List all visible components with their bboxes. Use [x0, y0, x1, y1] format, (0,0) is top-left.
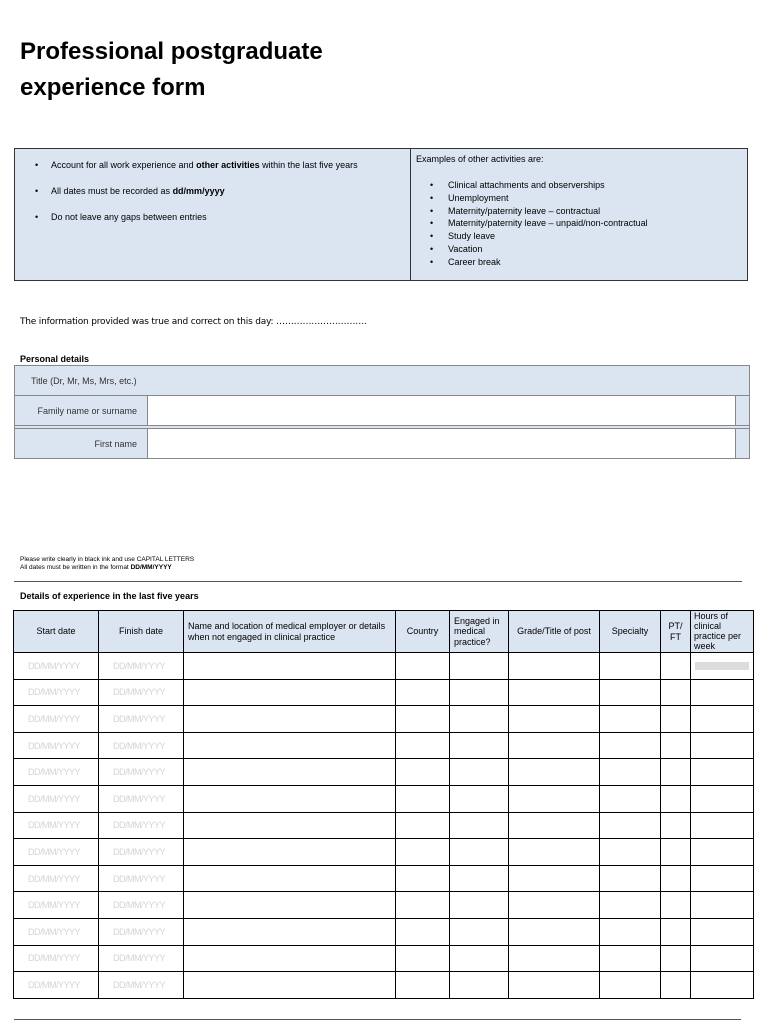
experience-rows [14, 653, 754, 999]
col-grade: Grade/Title of post [509, 611, 600, 653]
start-date-cell[interactable]: DD/MM/YYYY [14, 812, 99, 839]
hours-cell[interactable] [691, 865, 754, 892]
example-item: • Study leave [430, 230, 747, 243]
engaged-cell[interactable] [450, 732, 509, 759]
specialty-cell[interactable] [600, 945, 661, 972]
table-row [14, 892, 754, 919]
first-name-label: First name [15, 429, 148, 459]
finish-date-cell[interactable]: DD/MM/YYYY [99, 945, 184, 972]
grade-cell[interactable] [509, 972, 600, 999]
grade-cell[interactable] [509, 732, 600, 759]
specialty-cell[interactable] [600, 972, 661, 999]
ptft-cell[interactable] [661, 839, 691, 866]
hours-cell[interactable] [691, 785, 754, 812]
employer-cell[interactable] [184, 918, 396, 945]
instruction-item [35, 211, 410, 223]
start-date-cell[interactable]: DD/MM/YYYY [14, 918, 99, 945]
instruction-bold: other activities [196, 160, 260, 170]
finish-date-cell[interactable]: DD/MM/YYYY [99, 839, 184, 866]
specialty-cell[interactable] [600, 918, 661, 945]
start-date-cell[interactable]: DD/MM/YYYY [14, 972, 99, 999]
col-hours: Hours of clinical practice per week [691, 611, 754, 653]
specialty-cell[interactable] [600, 785, 661, 812]
employer-cell[interactable] [184, 732, 396, 759]
table-row [14, 918, 754, 945]
hours-cell[interactable] [691, 732, 754, 759]
instructions-panel [15, 149, 411, 280]
engaged-cell[interactable] [450, 865, 509, 892]
employer-cell[interactable] [184, 945, 396, 972]
specialty-cell[interactable] [600, 679, 661, 706]
first-name-input[interactable] [148, 429, 736, 459]
table-row [14, 839, 754, 866]
experience-heading: Details of experience in the last five years [20, 591, 199, 601]
table-row [14, 732, 754, 759]
grade-cell[interactable] [509, 892, 600, 919]
hours-cell[interactable] [691, 972, 754, 999]
page-title [20, 34, 420, 106]
finish-date-cell[interactable]: DD/MM/YYYY [99, 759, 184, 786]
note-bold: DD/MM/YYYY [130, 564, 172, 571]
grade-cell[interactable] [509, 945, 600, 972]
col-start-date: Start date [14, 611, 99, 653]
table-row [14, 759, 754, 786]
country-cell[interactable] [396, 839, 450, 866]
grade-cell[interactable] [509, 865, 600, 892]
ptft-cell[interactable] [661, 785, 691, 812]
personal-details-heading: Personal details [20, 354, 90, 364]
table-row [14, 679, 754, 706]
specialty-cell[interactable] [600, 865, 661, 892]
country-cell[interactable] [396, 892, 450, 919]
start-date-cell[interactable]: DD/MM/YYYY [14, 759, 99, 786]
instruction-text: Do not leave any gaps between entries [51, 212, 207, 222]
page-title-line2: experience form [20, 74, 206, 101]
hours-cell[interactable] [691, 839, 754, 866]
bottom-divider-line [14, 1019, 741, 1020]
ptft-cell[interactable] [661, 812, 691, 839]
engaged-cell[interactable] [450, 812, 509, 839]
engaged-cell[interactable] [450, 972, 509, 999]
employer-cell[interactable] [184, 653, 396, 680]
country-cell[interactable] [396, 732, 450, 759]
instructions-list [35, 159, 410, 223]
divider-line [14, 581, 742, 582]
specialty-cell[interactable] [600, 653, 661, 680]
start-date-cell[interactable]: DD/MM/YYYY [14, 945, 99, 972]
surname-label: Family name or surname [15, 396, 148, 426]
country-cell[interactable] [396, 865, 450, 892]
specialty-cell[interactable] [600, 892, 661, 919]
col-specialty: Specialty [600, 611, 661, 653]
employer-cell[interactable] [184, 892, 396, 919]
grade-cell[interactable] [509, 706, 600, 733]
employer-cell[interactable] [184, 972, 396, 999]
start-date-cell[interactable]: DD/MM/YYYY [14, 839, 99, 866]
table-row [14, 972, 754, 999]
start-date-cell[interactable]: DD/MM/YYYY [14, 732, 99, 759]
ptft-cell[interactable] [661, 732, 691, 759]
instruction-text: within the last five years [259, 160, 358, 170]
employer-cell[interactable] [184, 706, 396, 733]
examples-panel [411, 149, 747, 280]
hours-cell[interactable] [691, 653, 754, 680]
hours-input-field[interactable] [695, 662, 749, 670]
engaged-cell[interactable] [450, 679, 509, 706]
specialty-cell[interactable] [600, 706, 661, 733]
col-finish-date: Finish date [99, 611, 184, 653]
engaged-cell[interactable] [450, 653, 509, 680]
specialty-cell[interactable] [600, 759, 661, 786]
hours-cell[interactable] [691, 918, 754, 945]
grade-cell[interactable] [509, 653, 600, 680]
table-row [14, 945, 754, 972]
ptft-cell[interactable] [661, 759, 691, 786]
country-cell[interactable] [396, 945, 450, 972]
engaged-cell[interactable] [450, 759, 509, 786]
table-row [14, 706, 754, 733]
hours-cell[interactable] [691, 679, 754, 706]
hours-cell[interactable] [691, 759, 754, 786]
engaged-cell[interactable] [450, 785, 509, 812]
finish-date-cell[interactable]: DD/MM/YYYY [99, 732, 184, 759]
country-cell[interactable] [396, 679, 450, 706]
ptft-cell[interactable] [661, 972, 691, 999]
personal-details-table [14, 365, 750, 459]
specialty-cell[interactable] [600, 839, 661, 866]
engaged-cell[interactable] [450, 892, 509, 919]
country-cell[interactable] [396, 972, 450, 999]
grade-cell[interactable] [509, 812, 600, 839]
employer-cell[interactable] [184, 759, 396, 786]
example-item: • Vacation [430, 243, 747, 256]
surname-end-cell [736, 396, 750, 426]
instruction-item [35, 185, 410, 197]
first-name-end-cell [736, 429, 750, 459]
engaged-cell[interactable] [450, 945, 509, 972]
note-text: All dates must be written in the format [20, 564, 131, 571]
grade-cell[interactable] [509, 759, 600, 786]
examples-list [416, 179, 747, 269]
instruction-item [35, 159, 410, 171]
ptft-cell[interactable] [661, 865, 691, 892]
instruction-text: Account for all work experience and [51, 160, 197, 170]
col-engaged: Engaged in medical practice? [450, 611, 509, 653]
table-row [14, 812, 754, 839]
finish-date-cell[interactable]: DD/MM/YYYY [99, 812, 184, 839]
specialty-cell[interactable] [600, 812, 661, 839]
start-date-cell[interactable]: DD/MM/YYYY [14, 679, 99, 706]
declaration-text: The information provided was true and correct on this day: …………………………. [20, 317, 367, 327]
page-title-line1: Professional postgraduate [20, 38, 323, 65]
ptft-cell[interactable] [661, 918, 691, 945]
hours-cell[interactable] [691, 706, 754, 733]
example-item: • Unemployment [430, 192, 747, 205]
country-cell[interactable] [396, 785, 450, 812]
instruction-text: All dates must be recorded as [51, 186, 173, 196]
start-date-cell[interactable]: DD/MM/YYYY [14, 653, 99, 680]
country-cell[interactable] [396, 918, 450, 945]
grade-cell[interactable] [509, 839, 600, 866]
finish-date-cell[interactable]: DD/MM/YYYY [99, 679, 184, 706]
writing-note [20, 556, 194, 572]
finish-date-cell[interactable]: DD/MM/YYYY [99, 972, 184, 999]
engaged-cell[interactable] [450, 839, 509, 866]
engaged-cell[interactable] [450, 706, 509, 733]
finish-date-cell[interactable]: DD/MM/YYYY [99, 706, 184, 733]
hours-cell[interactable] [691, 892, 754, 919]
country-cell[interactable] [396, 653, 450, 680]
example-item: • Maternity/paternity leave – unpaid/non-contractual [430, 217, 747, 230]
example-item: • Maternity/paternity leave – contractual [430, 205, 747, 218]
col-country: Country [396, 611, 450, 653]
finish-date-cell[interactable]: DD/MM/YYYY [99, 653, 184, 680]
col-employer: Name and location of medical employer or details when not engaged in clinical practice [184, 611, 396, 653]
country-cell[interactable] [396, 759, 450, 786]
table-row [14, 653, 754, 680]
country-cell[interactable] [396, 812, 450, 839]
instruction-bold: dd/mm/yyyy [172, 186, 225, 196]
example-item: • Clinical attachments and observerships [430, 179, 747, 192]
engaged-cell[interactable] [450, 918, 509, 945]
grade-cell[interactable] [509, 918, 600, 945]
finish-date-cell[interactable]: DD/MM/YYYY [99, 785, 184, 812]
surname-input[interactable] [148, 396, 736, 426]
grade-cell[interactable] [509, 679, 600, 706]
finish-date-cell[interactable]: DD/MM/YYYY [99, 865, 184, 892]
start-date-cell[interactable]: DD/MM/YYYY [14, 892, 99, 919]
instructions-box [14, 148, 748, 281]
table-row [14, 865, 754, 892]
col-ptft: PT/ FT [661, 611, 691, 653]
table-row [14, 785, 754, 812]
ptft-cell[interactable] [661, 945, 691, 972]
specialty-cell[interactable] [600, 732, 661, 759]
examples-title: Examples of other activities are: [416, 154, 544, 164]
employer-cell[interactable] [184, 679, 396, 706]
finish-date-cell[interactable]: DD/MM/YYYY [99, 918, 184, 945]
hours-cell[interactable] [691, 945, 754, 972]
hours-cell[interactable] [691, 812, 754, 839]
experience-table [13, 610, 754, 999]
employer-cell[interactable] [184, 812, 396, 839]
start-date-cell[interactable]: DD/MM/YYYY [14, 865, 99, 892]
country-cell[interactable] [396, 706, 450, 733]
ptft-cell[interactable] [661, 679, 691, 706]
title-field[interactable]: Title (Dr, Mr, Ms, Mrs, etc.) [15, 366, 750, 396]
example-item: • Career break [430, 256, 747, 269]
ptft-cell[interactable] [661, 706, 691, 733]
start-date-cell[interactable]: DD/MM/YYYY [14, 706, 99, 733]
note-line1: Please write clearly in black ink and use CAPITAL LETTERS [20, 556, 195, 563]
grade-cell[interactable] [509, 785, 600, 812]
employer-cell[interactable] [184, 785, 396, 812]
ptft-cell[interactable] [661, 653, 691, 680]
ptft-cell[interactable] [661, 892, 691, 919]
start-date-cell[interactable]: DD/MM/YYYY [14, 785, 99, 812]
employer-cell[interactable] [184, 839, 396, 866]
note-line2 [20, 564, 194, 572]
employer-cell[interactable] [184, 865, 396, 892]
finish-date-cell[interactable]: DD/MM/YYYY [99, 892, 184, 919]
